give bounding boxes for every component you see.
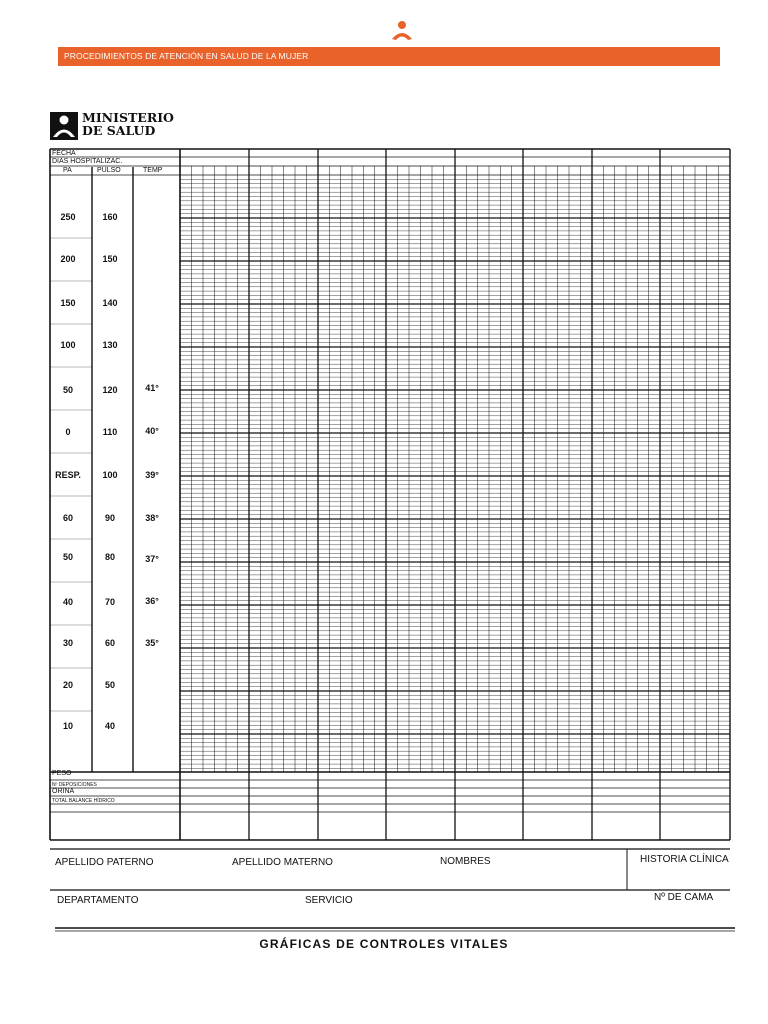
label-fecha: FECHA bbox=[52, 150, 76, 157]
pa-axis-value: 50 bbox=[62, 552, 74, 562]
temp-axis-value: 35° bbox=[145, 638, 159, 648]
pulso-axis-value: 70 bbox=[104, 597, 116, 607]
pulso-axis-value: 130 bbox=[102, 340, 118, 350]
field-nombres: NOMBRES bbox=[440, 856, 491, 867]
field-apellido-paterno: APELLIDO PATERNO bbox=[55, 857, 154, 868]
pulso-axis-value: 50 bbox=[104, 680, 116, 690]
pulso-axis-value: 160 bbox=[102, 212, 118, 222]
label-orina: ORINA bbox=[52, 788, 75, 795]
banner-title: PROCEDIMIENTOS DE ATENCIÓN EN SALUD DE LA MUJER bbox=[64, 51, 309, 61]
field-servicio: SERVICIO bbox=[305, 895, 353, 906]
temp-axis-value: 36° bbox=[145, 596, 159, 606]
form-title: GRÁFICAS DE CONTROLES VITALES bbox=[259, 937, 509, 951]
field-apellido-materno: APELLIDO MATERNO bbox=[232, 857, 333, 868]
pa-axis-value: RESP. bbox=[55, 470, 81, 480]
pa-axis-value: 200 bbox=[60, 254, 76, 264]
pulso-axis-value: 100 bbox=[102, 470, 118, 480]
field-historia-clinica: HISTORIA CLÍNICA bbox=[640, 854, 729, 865]
label-deposiciones: Nº DEPOSICIONES bbox=[52, 782, 97, 788]
temp-axis-value: 37° bbox=[145, 554, 159, 564]
pulso-axis-value: 40 bbox=[104, 721, 116, 731]
pa-axis-value: 10 bbox=[62, 721, 74, 731]
pa-axis-value: 150 bbox=[60, 298, 76, 308]
pa-axis-value: 60 bbox=[62, 513, 74, 523]
field-departamento: DEPARTAMENTO bbox=[57, 895, 139, 906]
pa-axis-value: 0 bbox=[65, 427, 71, 437]
column-header-pulso: PULSO bbox=[97, 167, 121, 174]
temp-axis-value: 39° bbox=[145, 470, 159, 480]
pa-axis-value: 250 bbox=[60, 212, 76, 222]
pa-axis-value: 20 bbox=[62, 680, 74, 690]
pulso-axis-value: 90 bbox=[104, 513, 116, 523]
ministry-line1: MINISTERIO bbox=[82, 110, 174, 125]
pulso-axis-value: 120 bbox=[102, 385, 118, 395]
pa-axis-value: 100 bbox=[60, 340, 76, 350]
pulso-axis-value: 140 bbox=[102, 298, 118, 308]
label-balance-hidrico: TOTAL BALANCE HÍDRICO bbox=[52, 798, 115, 804]
pa-axis-value: 30 bbox=[62, 638, 74, 648]
column-header-temp: TEMP bbox=[143, 167, 163, 174]
pulso-axis-value: 60 bbox=[104, 638, 116, 648]
label-peso: PESO bbox=[52, 770, 72, 777]
pa-axis-value: 40 bbox=[62, 597, 74, 607]
temp-axis-value: 38° bbox=[145, 513, 159, 523]
field-numero-cama: Nº DE CAMA bbox=[654, 892, 714, 903]
pulso-axis-value: 110 bbox=[102, 427, 118, 437]
pulso-axis-value: 80 bbox=[104, 552, 116, 562]
pulso-axis-value: 150 bbox=[102, 254, 118, 264]
ministry-line2: DE SALUD bbox=[82, 123, 156, 138]
pa-axis-value: 50 bbox=[62, 385, 74, 395]
temp-axis-value: 41° bbox=[145, 383, 159, 393]
temp-axis-value: 40° bbox=[145, 426, 159, 436]
column-header-pa: PA bbox=[63, 167, 72, 174]
label-dias-hospitalizacion: DIAS HOSPITALIZAC. bbox=[52, 158, 123, 165]
